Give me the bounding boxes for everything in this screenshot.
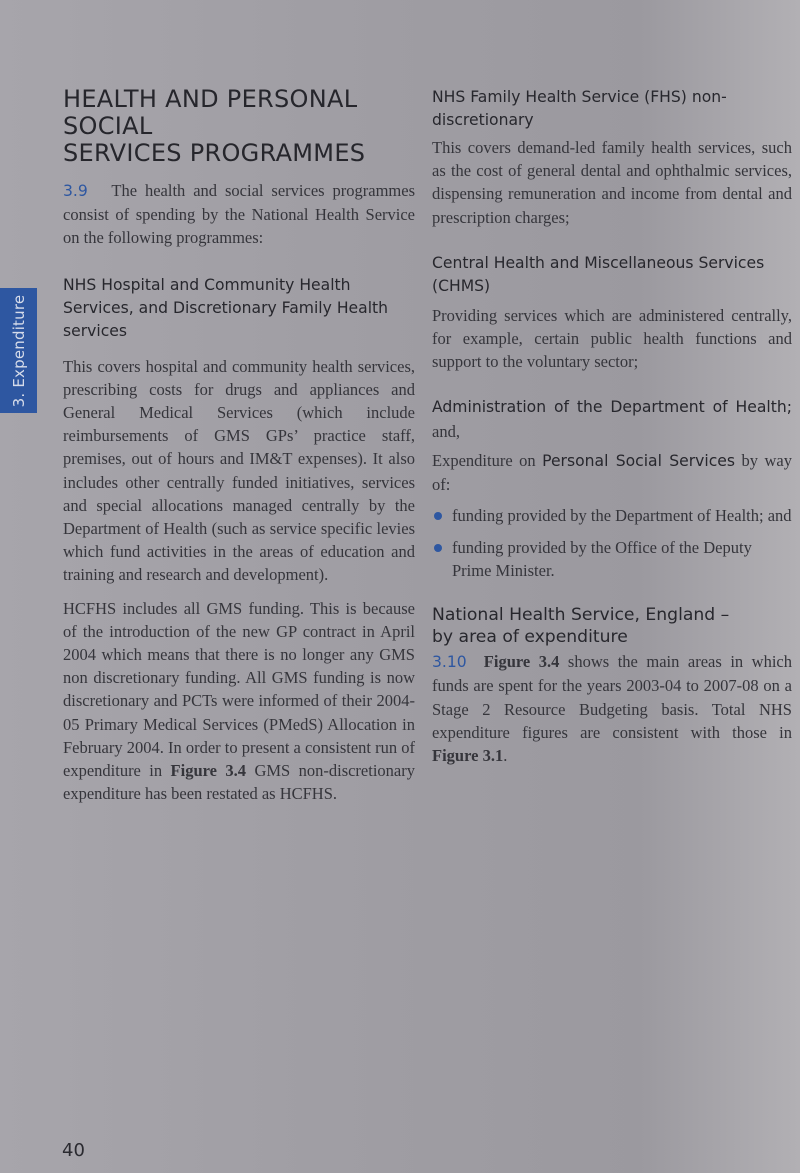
- nhs-hospital-text: This covers hospital and community health services, prescribing costs for drugs and appliances and General Medical Services (which include reimbursements of GMS GPs’ practice staff, premises, out of hours and IM&T expenses). It also includes other centrally funded initiatives, services and special allocations managed centrally by the Department of Health (such as service specific levies which fund activities in the areas of education and training and research and development).: [63, 356, 415, 585]
- hcfhs-text-after: GMS non-discretionary expenditure has been restated as HCFHS.: [63, 761, 415, 804]
- pss-suffix: by way of:: [432, 450, 792, 495]
- left-column: [63, 86, 415, 805]
- hcfhs-paragraph: [63, 597, 415, 806]
- bullet-icon: [434, 544, 442, 552]
- figure-reference-link[interactable]: Figure 3.1: [432, 746, 504, 766]
- fhs-heading: NHS Family Health Service (FHS) non-discretionary: [432, 88, 727, 129]
- section-title-line-1: HEALTH AND PERSONAL SOCIAL: [63, 85, 358, 140]
- list-item: [432, 536, 792, 582]
- paragraph-text: shows the main areas in which funds are spent for the years 2003-04 to 2007-08 on a Stage 2 Resource Budgeting basis. Total NHS expenditure figures are consistent with those in: [432, 652, 792, 742]
- section-tab[interactable]: [0, 288, 37, 413]
- section-title-line-2: SERVICES PROGRAMMES: [63, 139, 366, 167]
- list-item-text: funding provided by the Department of Health; and: [452, 506, 792, 526]
- figure-reference-link[interactable]: Figure 3.4: [170, 761, 247, 781]
- paragraph-text: The health and social services programmes consist of spending by the National Health Service on the following programmes:: [63, 181, 415, 248]
- personal-social-services-line: [432, 449, 792, 496]
- administration-line: [432, 395, 792, 442]
- nhs-hospital-heading: NHS Hospital and Community Health Services, and Discretionary Family Health services: [63, 275, 389, 340]
- paragraph-text-end: .: [503, 746, 508, 766]
- list-item-text: funding provided by the Office of the Deputy Prime Minister.: [452, 538, 752, 581]
- paragraph-number: 3.9: [63, 182, 88, 200]
- nhs-england-heading-line-2: by area of expenditure: [432, 627, 628, 648]
- paragraph-number: 3.10: [432, 653, 467, 672]
- chms-heading: Central Health and Miscellaneous Services (CHMS): [432, 253, 765, 295]
- administration-heading: Administration of the Department of Health;: [432, 398, 792, 417]
- list-item: [432, 504, 792, 527]
- administration-heading-tail: and,: [432, 421, 460, 441]
- figure-reference-link[interactable]: Figure 3.4: [483, 652, 560, 672]
- fhs-text: This covers demand-led family health services, such as the cost of general dental and ophthalmic services, dispensing remuneration and income from dental and prescription charges;: [432, 138, 792, 227]
- right-column: [432, 86, 792, 767]
- paragraph-3-9: [63, 179, 415, 250]
- chms-text: Providing services which are administered centrally, for example, certain public health functions and support to the voluntary sector;: [432, 305, 792, 372]
- nhs-england-heading-line-1: National Health Service, England –: [432, 605, 730, 626]
- nhs-england-heading: [432, 604, 792, 648]
- paragraph-3-10: [432, 650, 792, 767]
- pss-heading: Personal Social Services: [542, 451, 736, 470]
- bullet-icon: [434, 512, 442, 520]
- section-title: [63, 86, 415, 167]
- hcfhs-text-before: HCFHS includes all GMS funding. This is because of the introduction of the new GP contract in April 2004 which means that there is no longer any GMS non discretionary funding. All GMS funding is now discretionary and PCTs were informed of their 2004-05 Primary Medical Services (PMedS) Allocation in February 2004. In order to present a consistent run of expenditure in: [63, 598, 415, 781]
- page-number: 40: [62, 1140, 85, 1161]
- section-tab-label: 3. Expenditure: [9, 294, 28, 407]
- pss-prefix: Expenditure on: [432, 450, 543, 470]
